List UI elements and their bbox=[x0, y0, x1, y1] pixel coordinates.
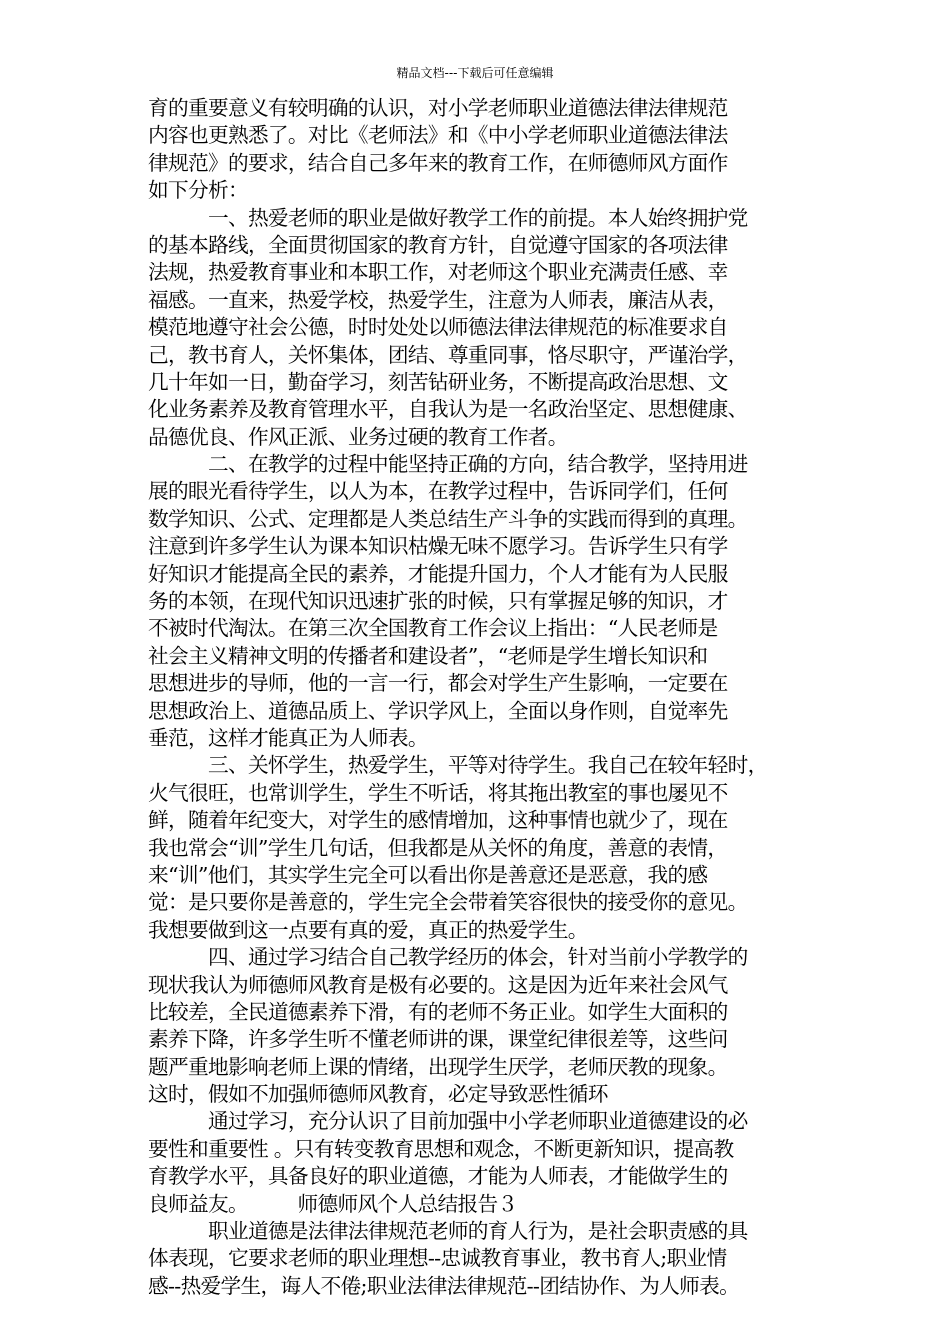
text-line: 通过学习，充分认识了目前加强中小学老师职业道德建设的必 bbox=[148, 1109, 748, 1134]
text-line: 比较差，全民道德素养下滑，有的老师不务正业。如学生大面积的 bbox=[148, 999, 728, 1024]
text-line: 一、热爱老师的职业是做好教学工作的前提。本人始终拥护党 bbox=[148, 205, 748, 230]
text-line: 来“训”他们，其实学生完全可以看出你是善意还是恶意，我的感 bbox=[148, 862, 708, 887]
text-line: 几十年如一日，勤奋学习，刻苦钻研业务，不断提高政治思想、文 bbox=[148, 369, 728, 394]
text-line: 三、关怀学生，热爱学生，平等对待学生。我自己在较年轻时， bbox=[148, 753, 768, 778]
text-line: 社会主义精神文明的传播者和建设者”，“老师是学生增长知识和 bbox=[148, 643, 708, 668]
text-line: 福感。一直来，热爱学校，热爱学生，注意为人师表，廉洁从表， bbox=[148, 287, 728, 312]
text-line: 法规，热爱教育事业和本职工作，对老师这个职业充满责任感、幸 bbox=[148, 260, 728, 285]
text-line: 鲜，随着年纪变大，对学生的感情增加，这种事情也就少了，现在 bbox=[148, 808, 728, 833]
text-line: 思想政治上、道德品质上、学识学风上，全面以身作则，自觉率先 bbox=[148, 698, 728, 723]
text-line: 数学知识、公式、定理都是人类总结生产斗争的实践而得到的真理。 bbox=[148, 506, 748, 531]
text-line: 己，教书育人，关怀集体，团结、尊重同事，恪尽职守，严谨治学， bbox=[148, 342, 748, 367]
text-line: 感--热爱学生，诲人不倦;职业法律法律规范--团结协作、为人师表。 bbox=[148, 1273, 740, 1298]
text-line: 育教学水平，具备良好的职业道德，才能为人师表，才能做学生的 bbox=[148, 1164, 728, 1189]
text-line: 如下分析： bbox=[148, 178, 248, 203]
text-line: 素养下降，许多学生听不懂老师讲的课，课堂纪律很差等，这些问 bbox=[148, 1027, 728, 1052]
document-body bbox=[148, 95, 830, 1300]
text-line: 火气很旺，也常训学生，学生不听话，将其拖出教室的事也屡见不 bbox=[148, 780, 728, 805]
text-line: 觉：是只要你是善意的，学生完全会带着笑容很快的接受你的意见。 bbox=[148, 890, 748, 915]
text-line: 务的本领，在现代知识迅速扩张的时候，只有掌握足够的知识，才 bbox=[148, 589, 728, 614]
text-line: 内容也更熟悉了。对比《老师法》和《中小学老师职业道德法律法 bbox=[148, 123, 728, 148]
text-line: 体表现，它要求老师的职业理想--忠诚教育事业，教书育人;职业情 bbox=[148, 1246, 727, 1271]
text-line: 育的重要意义有较明确的认识，对小学老师职业道德法律法律规范 bbox=[148, 96, 728, 120]
text-line: 模范地遵守社会公德，时时处处以师德法律法律规范的标准要求自 bbox=[148, 315, 728, 340]
text-line: 要性和重要性 。只有转变教育思想和观念，不断更新知识，提高教 bbox=[148, 1136, 734, 1161]
text-line: 好知识才能提高全民的素养，才能提升国力，个人才能有为人民服 bbox=[148, 561, 728, 586]
text-line: 品德优良、作风正派、业务过硬的教育工作者。 bbox=[148, 424, 568, 449]
text-line: 化业务素养及教育管理水平，自我认为是一名政治坚定、思想健康、 bbox=[148, 397, 748, 422]
text-line: 我想要做到这一点要有真的爱，真正的热爱学生。 bbox=[148, 917, 588, 942]
text-line: 展的眼光看待学生，以人为本，在教学过程中，告诉同学们，任何 bbox=[148, 479, 728, 504]
text-line: 律规范》的要求，结合自己多年来的教育工作，在师德师风方面作 bbox=[148, 150, 728, 175]
text-line: 不被时代淘汰。在第三次全国教育工作会议上指出：“人民老师是 bbox=[148, 616, 718, 641]
text-line: 职业道德是法律法律规范老师的育人行为，是社会职责感的具 bbox=[148, 1219, 748, 1244]
text-line: 注意到许多学生认为课本知识枯燥无味不愿学习。告诉学生只有学 bbox=[148, 534, 728, 559]
text-line: 良师益友。 师德师风个人总结报告３ bbox=[148, 1191, 518, 1216]
text-line: 题严重地影响老师上课的情绪，出现学生厌学，老师厌教的现象。 bbox=[148, 1054, 728, 1079]
page-header: 精品文档---下载后可任意编辑 bbox=[396, 66, 554, 80]
text-line: 垂范，这样才能真正为人师表。 bbox=[148, 725, 428, 750]
text-line: 四、通过学习结合自己教学经历的体会，针对当前小学教学的 bbox=[148, 945, 748, 970]
text-line: 我也常会“训”学生几句话，但我都是从关怀的角度，善意的表情， bbox=[148, 835, 728, 860]
text-line: 这时，假如不加强师德师风教育，必定导致恶性循环 bbox=[148, 1082, 608, 1107]
text-line: 的基本路线，全面贯彻国家的教育方针，自觉遵守国家的各项法律 bbox=[148, 232, 728, 257]
text-line: 二、在教学的过程中能坚持正确的方向，结合教学，坚持用进 bbox=[148, 452, 748, 477]
text-line: 现状我认为师德师风教育是极有必要的。这是因为近年来社会风气 bbox=[148, 972, 728, 997]
text-line: 思想进步的导师，他的一言一行，都会对学生产生影响，一定要在 bbox=[148, 671, 728, 696]
